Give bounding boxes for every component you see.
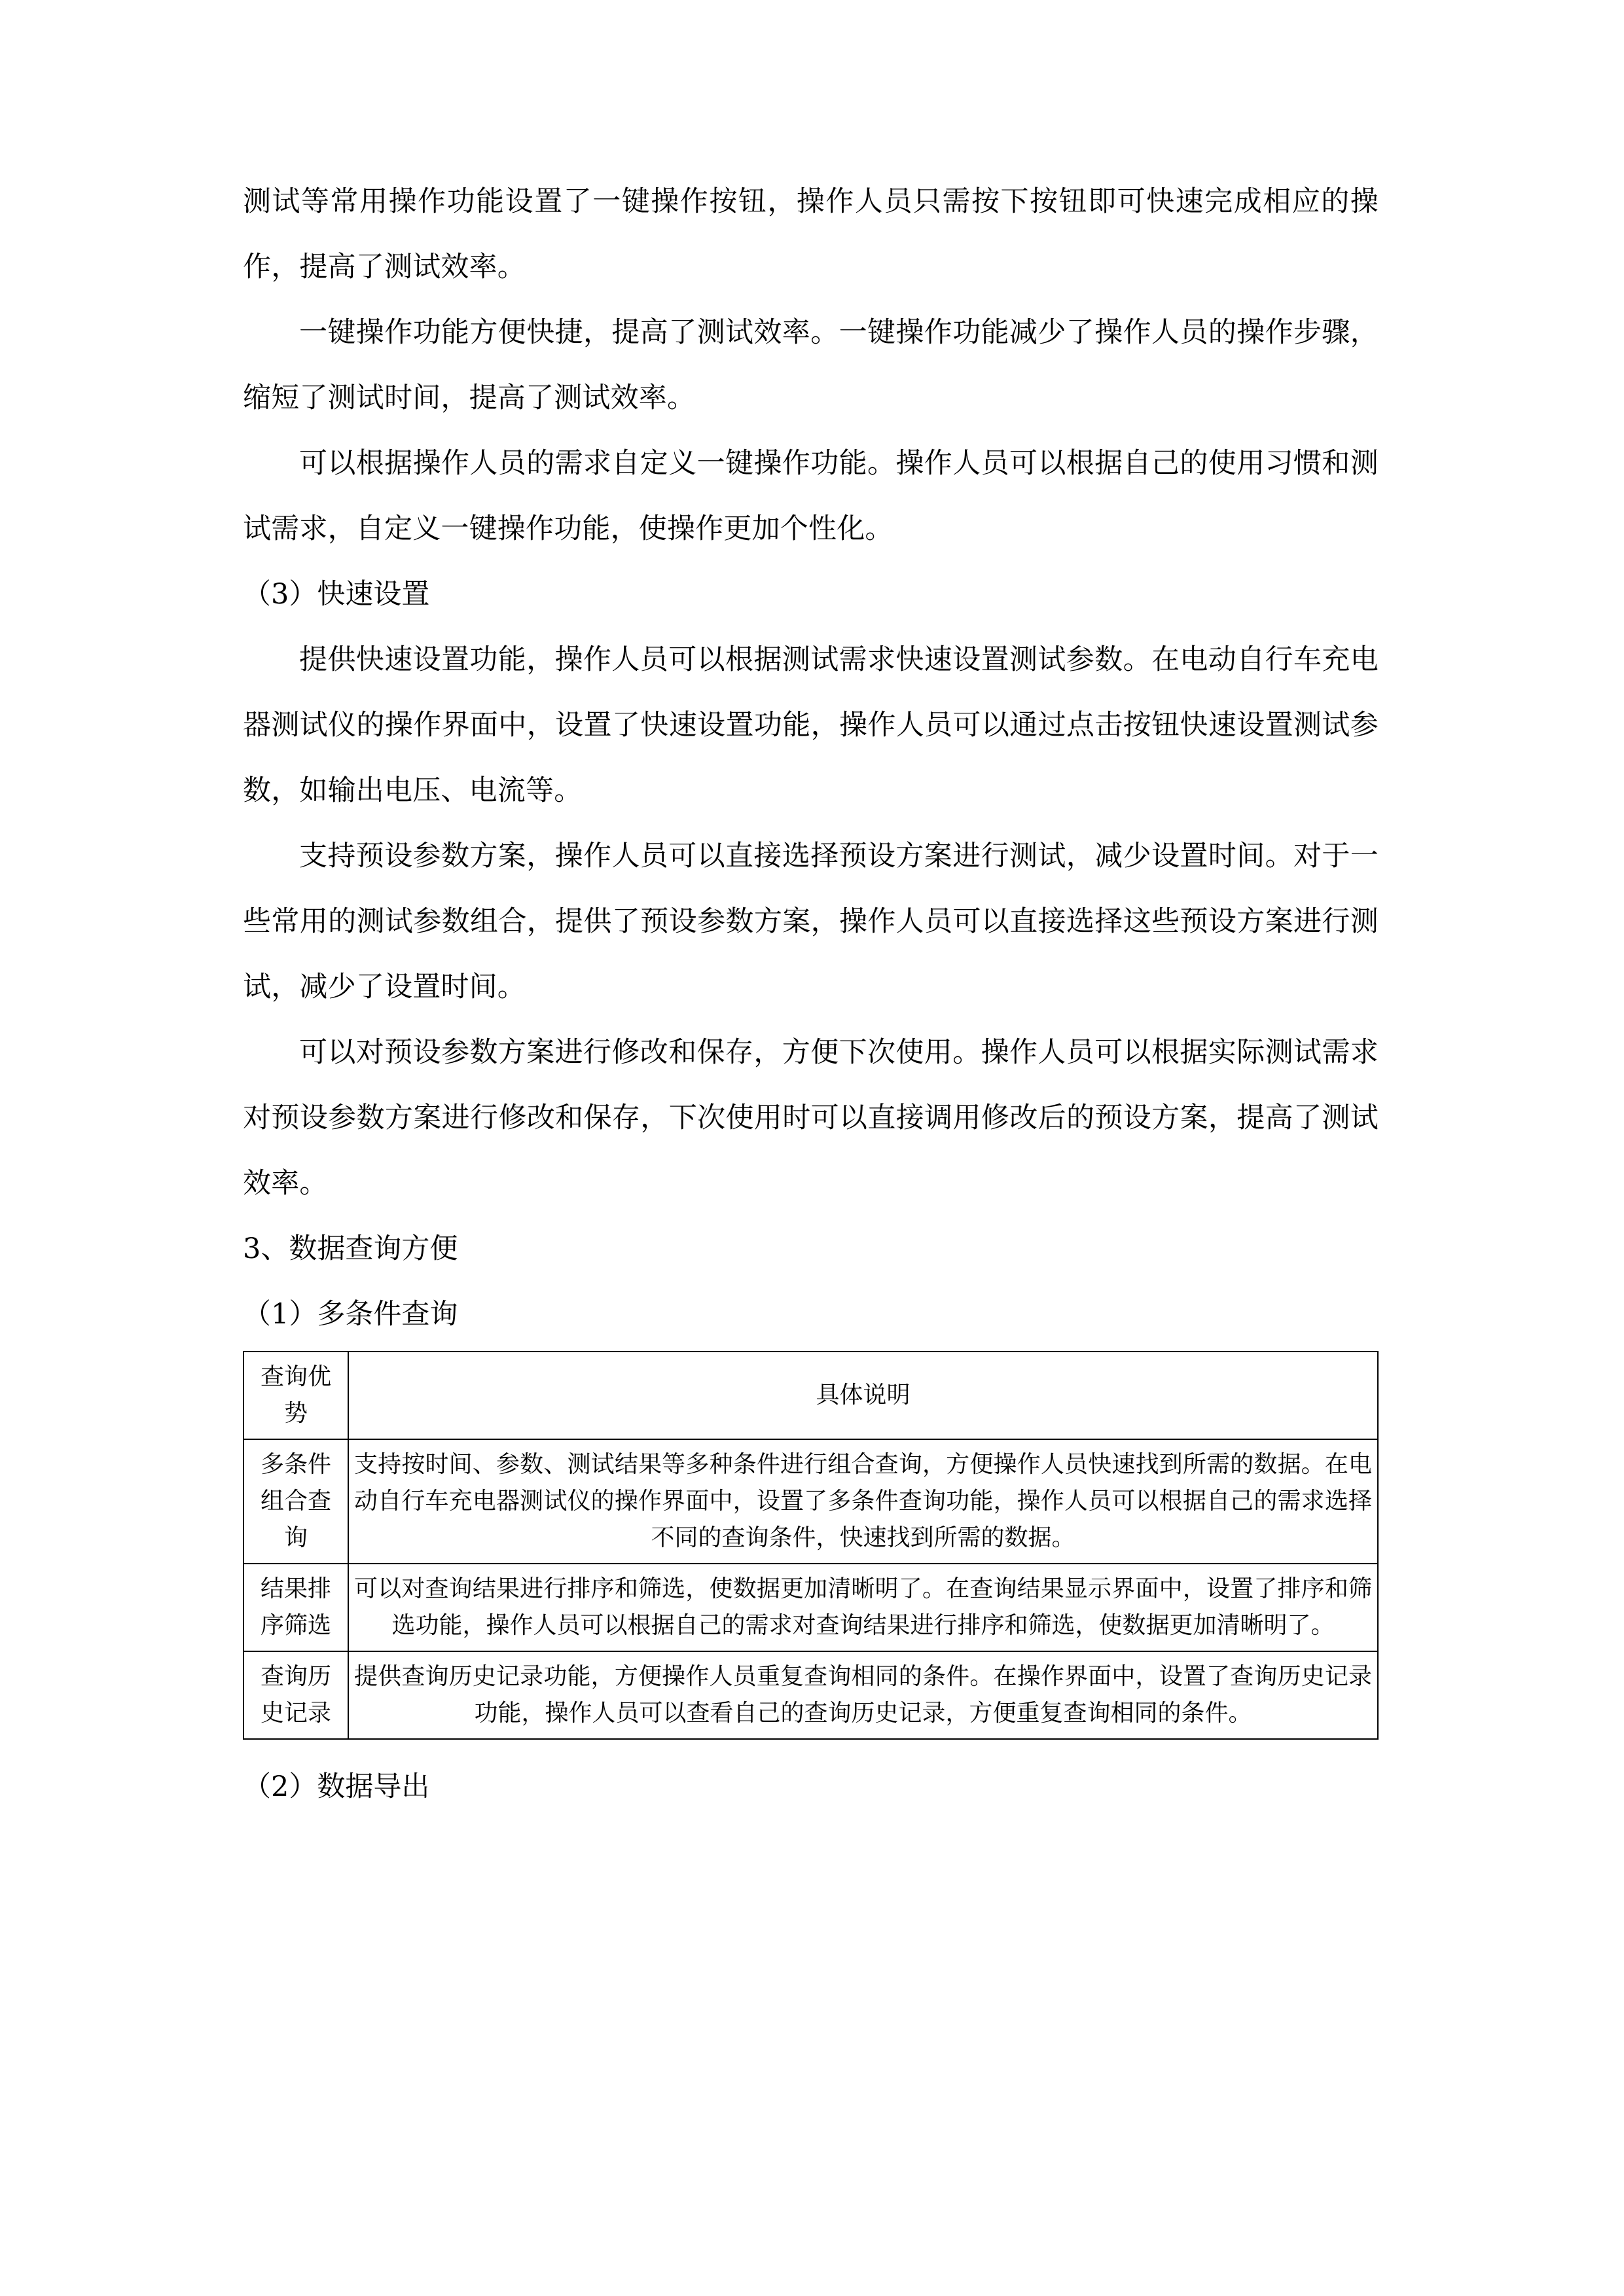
- section-heading-multi-condition-query: （1）多条件查询: [243, 1298, 458, 1331]
- table-bottom-spacer: [243, 1740, 1379, 1754]
- table-header-row: [244, 1352, 1378, 1439]
- page-content: [243, 169, 1379, 1820]
- table-cell-label: 多条件组合查询: [244, 1439, 348, 1564]
- paragraph: 提供快速设置功能，操作人员可以根据测试需求快速设置测试参数。在电动自行车充电器测试仪的操作界面中，设置了快速设置功能，操作人员可以通过点击按钮快速设置测试参数，如输出电压、电流等。: [243, 643, 1379, 807]
- table-row: [244, 1439, 1378, 1564]
- paragraph: 可以根据操作人员的需求自定义一键操作功能。操作人员可以根据自己的使用习惯和测试需求，自定义一键操作功能，使操作更加个性化。: [243, 447, 1379, 545]
- table-cell-label: 结果排序筛选: [244, 1564, 348, 1651]
- paragraph: 支持预设参数方案，操作人员可以直接选择预设方案进行测试，减少设置时间。对于一些常用的测试参数组合，提供了预设参数方案，操作人员可以直接选择这些预设方案进行测试，减少了设置时间。: [243, 840, 1379, 1003]
- table-cell-label: 查询历史记录: [244, 1651, 348, 1739]
- paragraph: 可以对预设参数方案进行修改和保存，方便下次使用。操作人员可以根据实际测试需求对预设参数方案进行修改和保存，下次使用时可以直接调用修改后的预设方案，提高了测试效率。: [243, 1036, 1379, 1200]
- paragraph: 测试等常用操作功能设置了一键操作按钮，操作人员只需按下按钮即可快速完成相应的操作，提高了测试效率。: [243, 185, 1379, 283]
- table-header-description: 具体说明: [348, 1352, 1378, 1439]
- table-cell-description: 支持按时间、参数、测试结果等多种条件进行组合查询，方便操作人员快速找到所需的数据。在电动自行车充电器测试仪的操作界面中，设置了多条件查询功能，操作人员可以根据自己的需求选择不同的查询条件，快速找到所需的数据。: [348, 1439, 1378, 1564]
- section-heading-quick-setup: （3）快速设置: [243, 578, 430, 611]
- paragraph: 一键操作功能方便快捷，提高了测试效率。一键操作功能减少了操作人员的操作步骤，缩短了测试时间，提高了测试效率。: [243, 316, 1379, 414]
- query-advantages-table: [243, 1351, 1379, 1740]
- section-heading-data-query: 3、数据查询方便: [243, 1232, 458, 1265]
- table-row: [244, 1651, 1378, 1739]
- table-cell-description: 提供查询历史记录功能，方便操作人员重复查询相同的条件。在操作界面中，设置了查询历史记录功能，操作人员可以查看自己的查询历史记录，方便重复查询相同的条件。: [348, 1651, 1378, 1739]
- query-advantages-table-wrapper: [243, 1351, 1379, 1740]
- table-cell-description: 可以对查询结果进行排序和筛选，使数据更加清晰明了。在查询结果显示界面中，设置了排序和筛选功能，操作人员可以根据自己的需求对查询结果进行排序和筛选，使数据更加清晰明了。: [348, 1564, 1378, 1651]
- table-header-query-advantage: 查询优势: [244, 1352, 348, 1439]
- table-row: [244, 1564, 1378, 1651]
- section-heading-data-export: （2）数据导出: [243, 1770, 430, 1803]
